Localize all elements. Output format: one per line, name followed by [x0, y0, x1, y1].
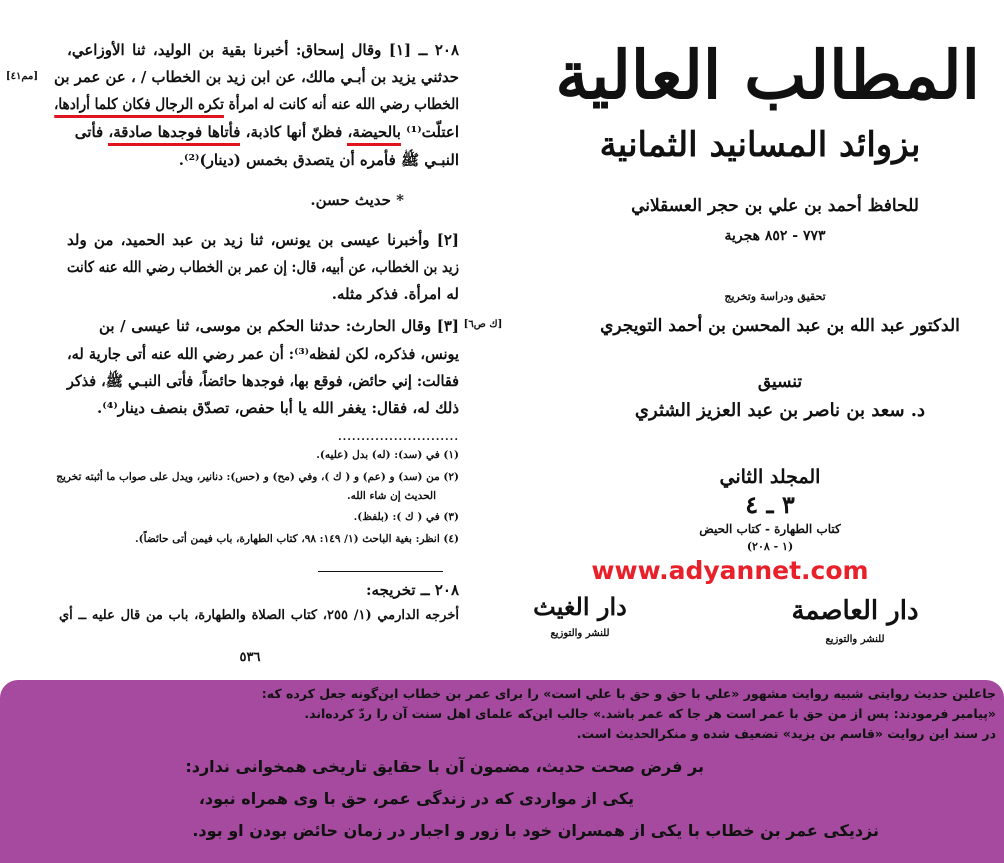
- page-number: ٥٣٦: [239, 650, 261, 665]
- footnote-3: (٣) في ( ك ): (بلفظ).: [353, 511, 459, 523]
- publisher-left-sub: للنشر والتوزيع: [550, 628, 610, 639]
- commentary-line-6: نزدیکی عمر بن خطاب با یکی از همسران خود با زور و اجبار در زمان حائض بودن او بود.: [192, 821, 879, 840]
- hadith-3-line-2: يونس، فذكره، لكن لفظه⁽³⁾: أن عمر رضي الله عنه أتى جارية له،: [66, 345, 459, 363]
- book-subtitle: بزوائد المسانيد الثمانية: [599, 125, 921, 165]
- takhrij-heading: ٢٠٨ ــ تخريجه:: [366, 581, 459, 599]
- commentary-line-2: «پیامبر فرمودند: پس از من حق با عمر است هر جا که عمر باشد.» جالب این‌که علمای اهل سنت آن را ردّ کرده‌اند.: [304, 706, 996, 721]
- commentary-line-1: جاعلين حديث روایتی شبیه روایت مشهور «علي با حق و حق با علي است» را برای عمر بن خطاب این‌گونه جعل کرده که:: [261, 686, 996, 701]
- hadith-1-line-2: حدثني يزيد بن أبـي مالك، عن ابن زيد بن الخطاب / ، عن عمر بن: [53, 68, 459, 86]
- author-dates: ٧٧٣ - ٨٥٢ هجرية: [724, 228, 826, 244]
- hadith-1-line-1: ٢٠٨ ــ [١] وقال إسحاق: أخبرنا بقية بن الوليد، ثنا الأوزاعي،: [67, 41, 459, 59]
- margin-ref-2: [ك ص٦]: [463, 319, 503, 330]
- publisher-left-name: دار الغيث: [533, 592, 627, 621]
- author: للحافظ أحمد بن علي بن حجر العسقلاني: [631, 196, 919, 216]
- commentary-panel: [0, 680, 1004, 863]
- margin-ref-1: [مم٤١]: [5, 71, 39, 82]
- hadith-1-line-4: اعتلّت⁽¹⁾ بالحيضة، فظنّ أنها كاذبة، فأتاها فوجدها صادقة، فأتى: [54, 122, 459, 142]
- hadith-2-line-1: [٢] وأخبرنا عيسى بن يونس، ثنا زيد بن عبد الحميد، من ولد: [67, 231, 459, 249]
- footnote-2: (٢) من (سد) و (عم) و ( ك )، وفي (مح) و (حس): دنانير، ويدل على صواب ما أثبته تخريج: [56, 471, 459, 483]
- hadith-3-line-1: [٣] وقال الحارث: حدثنا الحكم بن موسى، ثنا عيسى / بن: [99, 317, 459, 335]
- tansiq-name: د. سعد بن ناصر بن عبد العزيز الشثري: [634, 400, 926, 421]
- hadith-1-line-5: النبـي ﷺ فأمره أن يتصدق بخمس (دينار)⁽²⁾.: [178, 151, 459, 169]
- takhrij-rule: [318, 571, 443, 572]
- commentary-line-4: بر فرض صحت حدیث، مضمون آن با حقایق تاریخی همخوانی ندارد:: [185, 757, 704, 776]
- publisher-right-sub: للنشر والتوزيع: [825, 634, 885, 645]
- footnote-separator: ..........................: [337, 431, 459, 443]
- hadith-grade: * حديث حسن.: [310, 191, 404, 209]
- footnote-4: (٤) انظر: بغية الباحث (١/ ١٤٩: ٩٨، كتاب الطهارة، باب فيمن أتى حائضاً).: [135, 533, 459, 545]
- tansiq-label: تنسيق: [757, 372, 803, 392]
- underline-2: بالحيضة،: [347, 123, 400, 146]
- watermark-url: www.adyannet.com: [591, 556, 869, 585]
- publisher-right-name: دار العاصمة: [791, 596, 919, 626]
- volume: المجلد الثاني: [719, 466, 821, 488]
- hadith-range: (١ - ٢٠٨): [746, 540, 794, 553]
- underline-3: فأتاها فوجدها صادقة،: [108, 123, 240, 146]
- hadith-2-line-2: زيد بن الخطاب، عن أبيه، قال: إن عمر بن الخطاب رضي الله عنه كانت: [66, 258, 460, 276]
- tahqiq-name: الدكتور عبد الله بن عبد المحسن بن أحمد التويجري: [600, 316, 960, 336]
- hadith-1-line-3: الخطاب رضي الله عنه أنه كانت له امرأة تكره الرجال فكان كلما أرادها،: [91, 94, 459, 114]
- volume-parts: ٣ ـ ٤: [745, 490, 795, 519]
- commentary-line-3: در سند این روایت «قاسم بن یزید» تضعیف شده و منکرالحدیث است.: [576, 726, 996, 741]
- book-title: المطالب العالية: [555, 36, 980, 114]
- commentary-line-5: یکی از مواردی که در زندگی عمر، حق با وی همراه نبود،: [198, 789, 634, 808]
- underline-1: تكره الرجال فكان كلما أرادها،: [54, 95, 224, 118]
- books: كتاب الطهارة - كتاب الحيض: [699, 522, 841, 536]
- hadith-3-line-4: ذلك له، فقال: يغفر الله يا أبا حفص، تصدّق بنصف دينار⁽⁴⁾.: [97, 399, 459, 417]
- hadith-3-line-3: فقالت: إني حائض، فوقع بها، فوجدها حائضاً، فأتى النبـي ﷺ، فذكر: [66, 372, 460, 390]
- footnote-1: (١) في (سد): (له) بدل (عليه).: [316, 449, 459, 461]
- footnote-2-cont: الحديث إن شاء الله.: [346, 490, 436, 502]
- takhrij-line: أخرجه الدارمي (١/ ٢٥٥، كتاب الصلاة والطهارة، باب من قال عليه ــ أي: [59, 608, 459, 623]
- hadith-2-line-3: له امرأة. فذكر مثله.: [331, 285, 459, 303]
- tahqiq-label: تحقيق ودراسة وتخريج: [724, 290, 826, 303]
